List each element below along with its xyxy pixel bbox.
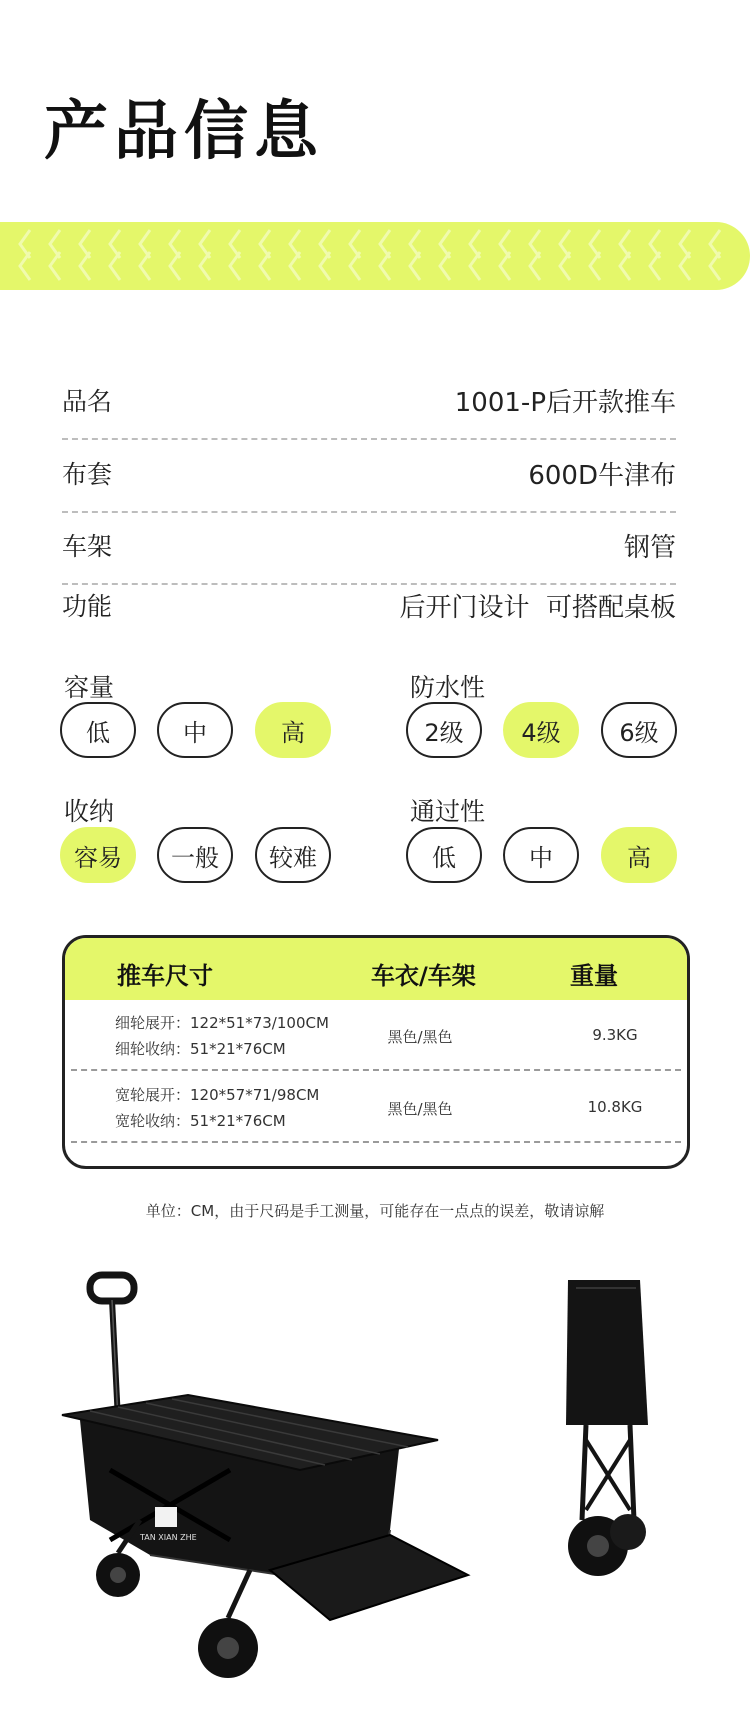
chevron-mark [80,230,90,280]
chevron-mark [350,230,360,280]
row-divider [71,1069,681,1071]
storage-option-hard[interactable]: 较难 [255,827,331,883]
cart-unfolded-icon [62,1275,468,1678]
weight-cell: 9.3KG [592,1026,638,1044]
header-color: 车衣/车架 [371,962,476,990]
rating-title-storage: 收纳 [64,797,115,826]
dim-open: 宽轮展开：120*57*71/98CM [115,1086,320,1104]
row-divider [71,1141,681,1143]
waterproof-option-4[interactable]: 4级 [503,702,579,758]
spec-row-name [62,382,676,422]
weight-cell: 10.8KG [587,1098,643,1116]
rating-title-waterproof: 防水性 [410,673,486,702]
header-size: 推车尺寸 [117,962,213,990]
chevron-mark [170,230,180,280]
chevron-mark [440,230,450,280]
dims-cell [115,1010,329,1062]
chevron-mark [320,230,330,280]
brand-logo-text: TAN XIAN ZHE [140,1533,197,1542]
dim-open: 细轮展开：122*51*73/100CM [115,1014,329,1032]
spec-row-function [62,587,676,627]
capacity-option-mid[interactable]: 中 [157,702,233,758]
decorative-banner [0,222,750,290]
product-image [0,1270,750,1726]
divider [62,511,676,513]
page-title: 产品信息 [44,95,324,169]
spec-row-frame [62,527,676,567]
table-row [65,1004,687,1076]
cart-folded-icon [566,1280,648,1576]
spec-value: 1001-P后开款推车 [454,388,676,418]
dim-fold: 细轮收纳：51*21*76CM [115,1040,286,1058]
chevron-mark [110,230,120,280]
chevron-mark [200,230,210,280]
spec-row-fabric [62,455,676,495]
chevron-pattern-icon [0,222,750,290]
measurement-note: 单位：CM，由于尺码是手工测量，可能存在一点点的误差，敬请谅解 [145,1202,605,1220]
storage-option-normal[interactable]: 一般 [157,827,233,883]
chevron-mark [230,230,240,280]
header-weight: 重量 [570,962,618,990]
chevron-mark [590,230,600,280]
rating-title-capacity: 容量 [64,673,115,702]
divider [62,583,676,585]
color-cell: 黑色/黑色 [387,1028,453,1046]
size-table [62,935,690,1169]
capacity-option-low[interactable]: 低 [60,702,136,758]
chevron-mark [500,230,510,280]
passability-option-low[interactable]: 低 [406,827,482,883]
divider [62,438,676,440]
chevron-mark [470,230,480,280]
chevron-mark [140,230,150,280]
chevron-mark [50,230,60,280]
table-row [65,1076,687,1148]
waterproof-option-6[interactable]: 6级 [601,702,677,758]
chevron-mark [20,230,30,280]
waterproof-option-2[interactable]: 2级 [406,702,482,758]
chevron-mark [380,230,390,280]
chevron-mark [680,230,690,280]
dim-fold: 宽轮收纳：51*21*76CM [115,1112,286,1130]
passability-option-mid[interactable]: 中 [503,827,579,883]
chevron-mark [410,230,420,280]
brand-logo-icon [155,1507,177,1527]
spec-key: 车架 [62,532,113,561]
table-header [65,938,687,1000]
chevron-mark [710,230,720,280]
chevron-mark [650,230,660,280]
storage-option-easy[interactable]: 容易 [60,827,136,883]
rating-title-passability: 通过性 [410,797,486,826]
spec-value: 钢管 [623,533,676,563]
spec-value: 后开门设计 可搭配桌板 [399,593,676,623]
chevron-mark [290,230,300,280]
chevron-mark [620,230,630,280]
spec-key: 品名 [62,387,113,416]
dims-cell [115,1082,319,1134]
capacity-option-high[interactable]: 高 [255,702,331,758]
chevron-mark [530,230,540,280]
spec-value: 600D牛津布 [528,461,676,491]
spec-key: 功能 [62,592,113,621]
spec-key: 布套 [62,460,113,489]
chevron-mark [560,230,570,280]
chevron-mark [260,230,270,280]
color-cell: 黑色/黑色 [387,1100,453,1118]
passability-option-high[interactable]: 高 [601,827,677,883]
